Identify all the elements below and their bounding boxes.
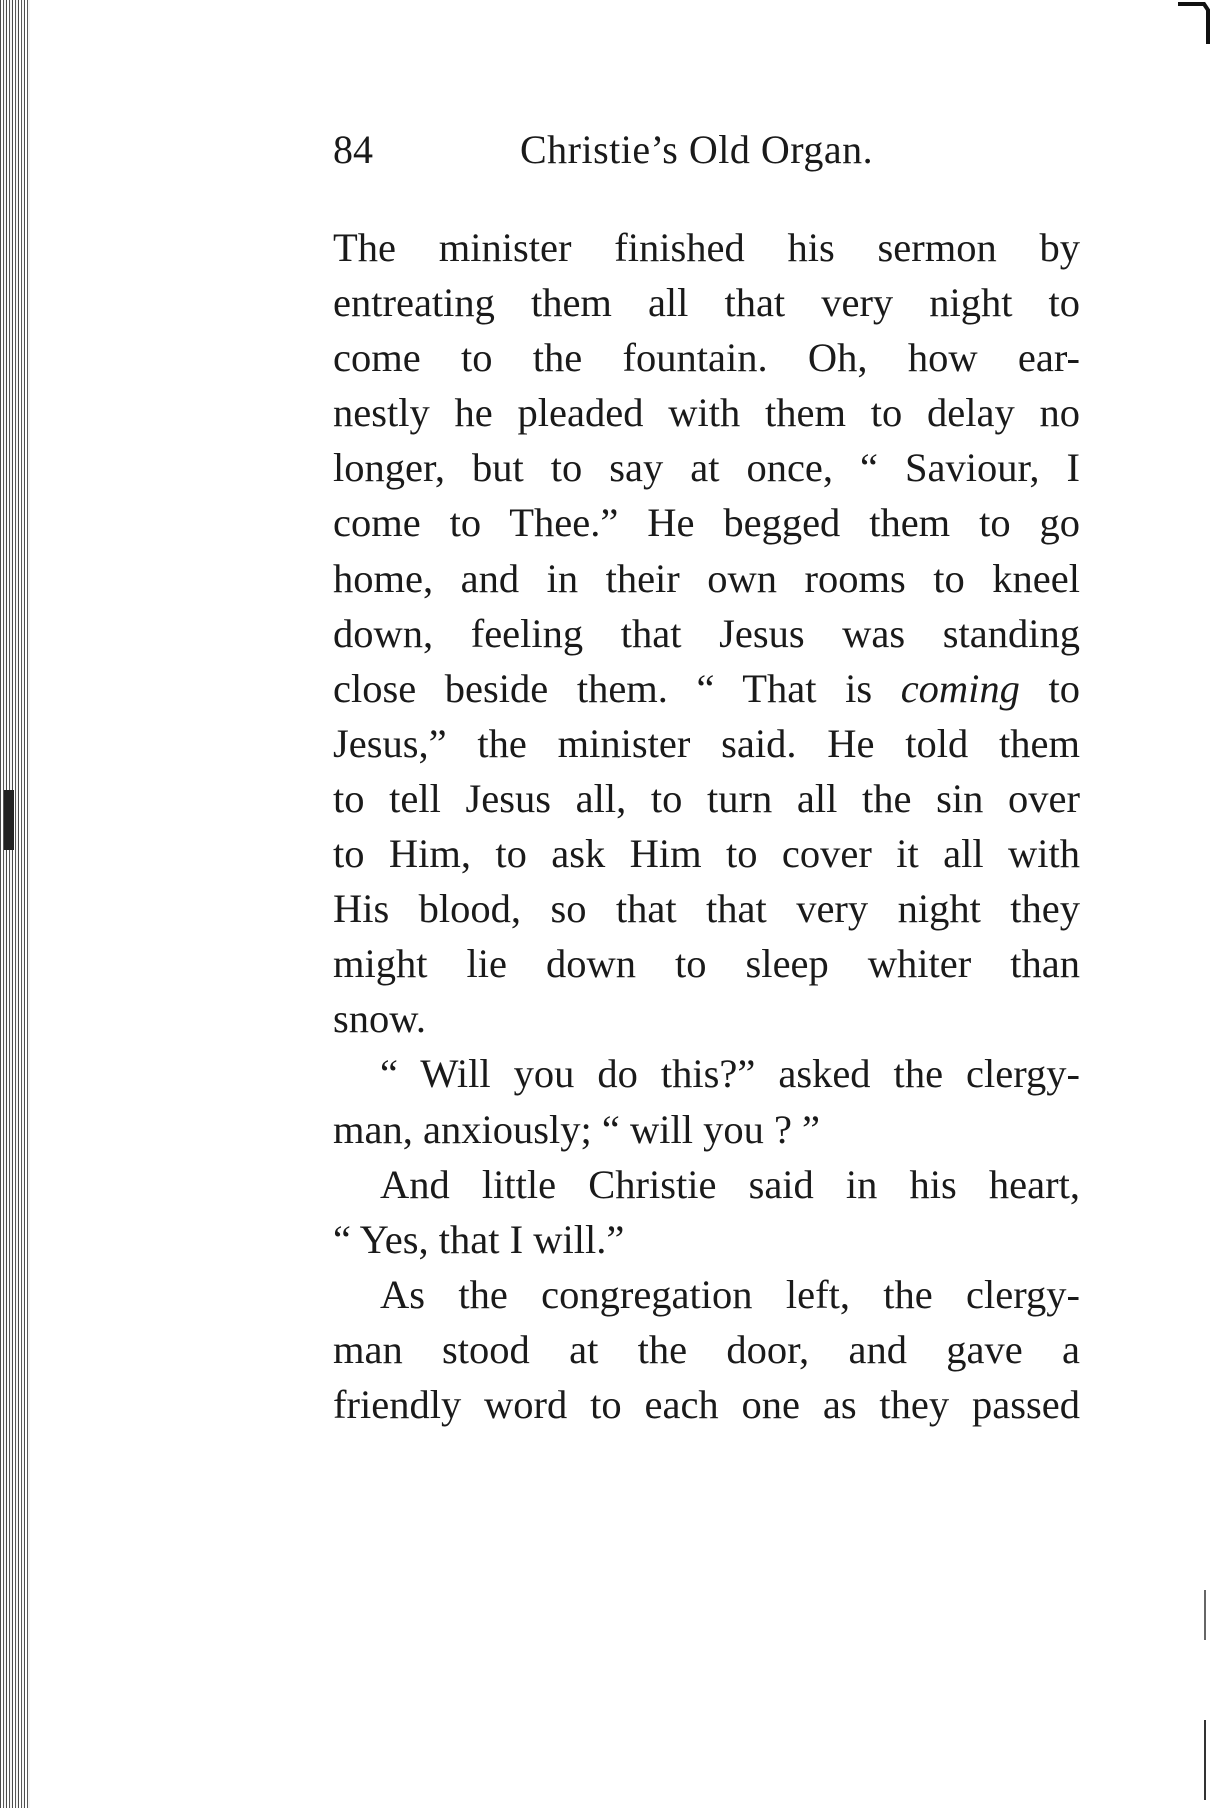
- gutter-shadow: [4, 790, 14, 850]
- text-line: come to the fountain. Oh, how ear-: [333, 335, 1080, 381]
- body-text: [333, 220, 1080, 1432]
- text-fragment: close beside them. “ That is: [333, 665, 901, 711]
- text-line: home, and in their own rooms to kneel: [333, 555, 1080, 601]
- text-line: man stood at the door, and gave a: [333, 1326, 1080, 1372]
- page-number: 84: [333, 127, 373, 172]
- text-line: to Him, to ask Him to cover it all with: [333, 831, 1080, 877]
- text-line: And little Christie said in his heart,: [380, 1161, 1080, 1207]
- text-line: down, feeling that Jesus was standing: [333, 610, 1080, 656]
- text-line: snow.: [333, 996, 427, 1042]
- text-line: [333, 661, 1080, 716]
- text-fragment: to: [1019, 665, 1080, 711]
- text-line: come to Thee.” He begged them to go: [333, 500, 1080, 546]
- text-line: The minister finished his sermon by: [333, 225, 1080, 270]
- text-line: entreating them all that very night to: [333, 280, 1080, 326]
- text-line: man, anxiously; “ will you ? ”: [333, 1106, 821, 1152]
- text-line: friendly word to each one as they passed: [333, 1381, 1080, 1427]
- text-line: nestly he pleaded with them to delay no: [333, 390, 1080, 436]
- page-edge-marks: [1202, 0, 1208, 1808]
- text-line: As the congregation left, the clergy-: [380, 1271, 1080, 1317]
- corner-crop-mark: [1174, 0, 1214, 46]
- text-line: might lie down to sleep whiter than: [333, 941, 1080, 987]
- text-line: to tell Jesus all, to turn all the sin over: [333, 775, 1080, 821]
- book-gutter: [0, 0, 30, 1808]
- text-line: longer, but to say at once, “ Saviour, I: [333, 445, 1080, 491]
- running-head: [333, 120, 1133, 180]
- text-line: “ Will you do this?” asked the clergy-: [380, 1051, 1080, 1097]
- italic-word: coming: [900, 665, 1020, 711]
- text-line: His blood, so that that very night they: [333, 886, 1080, 932]
- book-title: Christie’s Old Organ.: [520, 127, 874, 172]
- text-line: “ Yes, that I will.”: [333, 1216, 625, 1262]
- text-line: Jesus,” the minister said. He told them: [333, 720, 1080, 766]
